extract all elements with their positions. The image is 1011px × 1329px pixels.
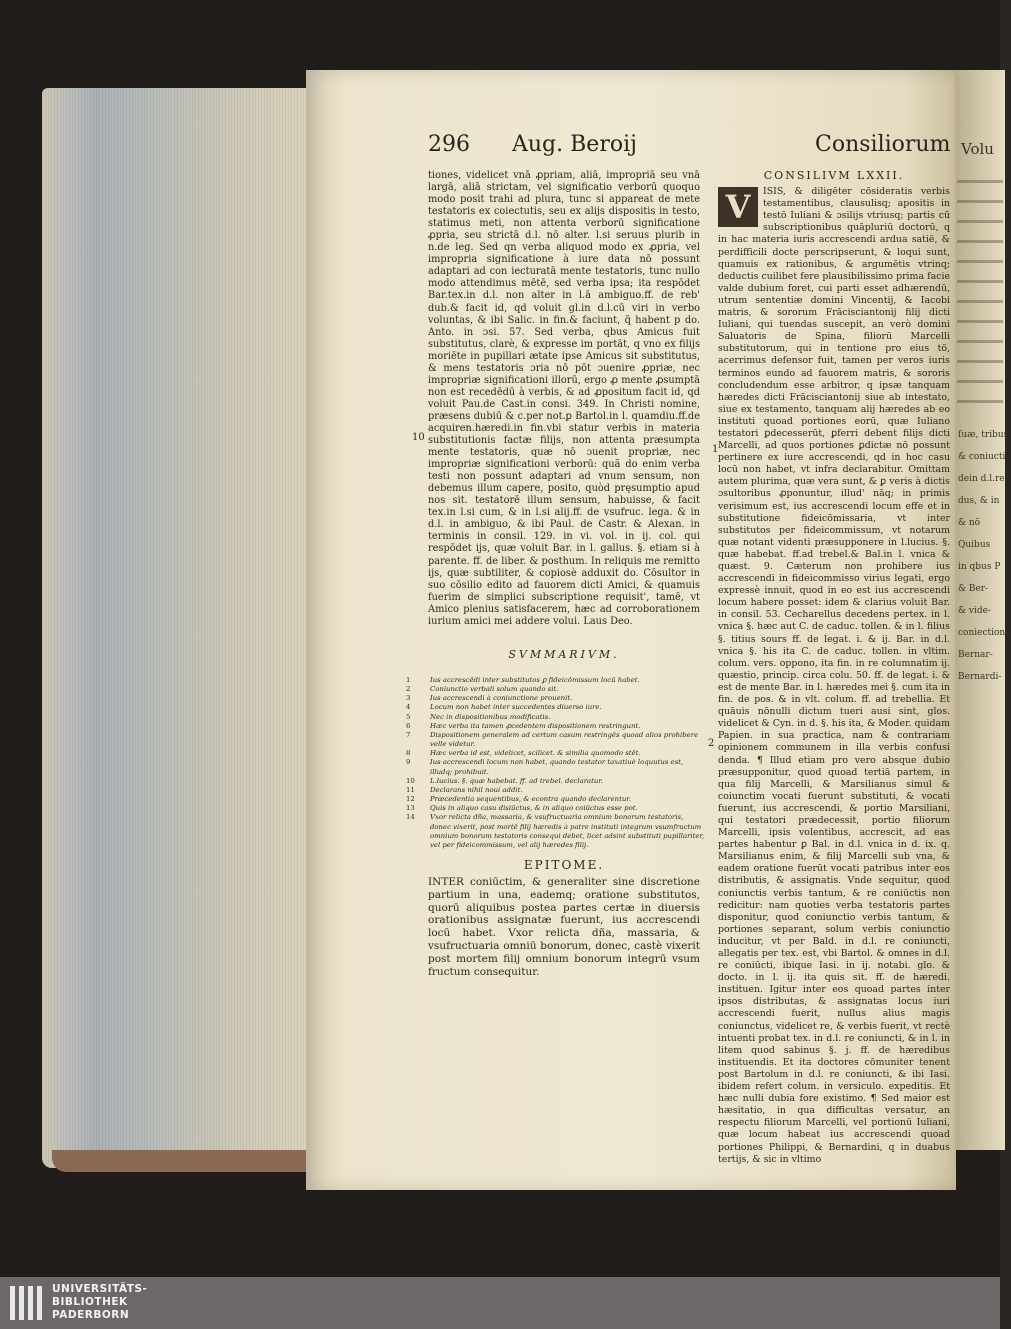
list-item: 11 Declarans nihil noui addit. [406, 785, 523, 794]
summary-list [406, 676, 706, 850]
list-item: 12 Præcedentia sequentibus, & econtra quando declarentur. [406, 795, 632, 804]
adjacent-page [955, 70, 1011, 1150]
library-logo-text: UNIVERSITÄTS- BIBLIOTHEK PADERBORN [52, 1283, 148, 1321]
page-number: 296 [428, 132, 470, 157]
adjacent-page-fragment: coniectione [958, 628, 1011, 638]
list-item: 1 Ius accrescēdi inter substitutos ꝑ fideicōmissum locū habet. [406, 676, 640, 684]
adjacent-page-fragment: Bernar- [958, 650, 993, 660]
margin-marker: 2 [708, 738, 715, 749]
library-logo-icon [10, 1286, 44, 1320]
summary-title: SVMMARIVM. [508, 648, 620, 661]
consilium-title: CONSILIVM LXXII. [763, 169, 905, 182]
adjacent-page-fragment: ſuæ, tribus [958, 430, 1009, 440]
running-title: Consiliorum [815, 132, 951, 157]
margin-marker: 1 [712, 444, 719, 455]
list-item: 3 Ius accrescendi à coniunctione prouenit. [406, 694, 573, 703]
list-item: 10 L.lucius. §. quæ habebat. ff. ad trebel. declaratur. [406, 776, 604, 785]
adjacent-page-fragment: Bernardi- [958, 672, 1002, 682]
epitome-text: INTER coniūctim, & generaliter sine discretione partium in una, eademq; oratione substitutos, quorū aliquibus postea partes certæ in diuersis orationibus assignatæ fuerunt, ius accrescendi locū habet. Vxor relicta dña, massaria, & vsufructuaria omniū bonorum, donec, castè vixerit post mortem filij omnium bonorum integrū vsum fructum consequitur. [428, 876, 700, 978]
margin-number: 10 [412, 432, 425, 443]
adjacent-page-fragment: in qbus P [958, 562, 1001, 572]
adjacent-page-fragment: & coniucti [958, 452, 1006, 462]
left-column [428, 170, 700, 628]
book-page-edges [42, 88, 312, 1168]
consilium-text: ISIS, & diligēter cōsideratis verbis testamentibus, clausulisq; apositis in testō Iuliani & ɔsilijs vtriusq; partis cū subscriptionibus quāpluriū doctorū, q in hac materia iuris accrescendi ardua satiē, & perdifficili docte perscripserunt, & loqui sunt, quamuis ex rationibus, & argumētis vtrinq; deductis cuilibet fere plausibilissimo prima facie valde dubium foret, cui parti esset adhærendū, utrum sententiæ domini Vincentij, & Iacobi matris, & sororum Frācisciantonij filij dicti Iuliani, qui tuendas suscepit, an verò domini Saluatoris de Spina, filiorū Marcelli substitutorum, qui in tentione pro eius tō, acerrimus defensor fuit, tamen per veros iuris terminos eundo ad fauorem matris, & sororis concludendum esse arbitror, q ipsæ tanquam hæredes dicti Frācisciantonij siue ab intestato, siue ex testamento, tanquam alij hæredes ab eo instituti quoad portiones eorū, quæ Iuliano testatori ꝑdecesserūt, ꝑferri debent filijs dicti Marcelli, ad quos portiones ꝑdictæ nō possunt pertinere ex iure accrescendi, qd in hoc casu locū non habet, vt infra declarabitur. Omittam autem plurima, quæ vera sunt, & ꝑ veris à dictis ɔsultoribus ꝓponuntur, illud' nāq; in primis verisimum est, ius accrescendi locum effe et in substitutione fideicōmissaria, vt inter substitutos per fideicommissum, vt notarum quæ notant videnti præsupponere in l.lucius. §. quæ habebat. ff.ad trebel.& Bal.in l. vnica & quæst. 9. Cæterum non prohibere ius accrescendi in fideicommisso virius legati, ergo expressè innuit, quod in eo est ius accrescendi locum habere posset: idem & clarius voluit Bar. in consil. 53. Cecharellus decedens pertex. in l. vnica §. hæc aut C. de caduc. tollen. & in l. filius §. titius sours ff. de legat. i. & ij. Bar. in d.l. vnica §. his ita C. de caduc. tollen. in vltim. colum. vers. oppono, ita fin. in re columnatim ij. quæstio, princip. circa colu. 50. ff. de legat. i. & est de mente Bar. in l. hæredes mei §. cum ita in fin. de pos. & in vlt. colum. ff. ad trebellia. Et quāuis nōnulli dictum tueri ausi sint, glos. videlicet & Cyn. in d. §. his ita, & Moder. quidam Papien. in sua practica, nam & contrariam opinionem communem in illa verbis confusi denda. ¶ Illud etiam pro vero absque dubio præsupponitur, quod quoad tertiā partem, in qua filij Marcelli, & Marsilianus simul & coiunctim vocati fuerunt substituti, & vocati fuerunt, ius accrescendi, & portio Marsiliani, qui testatori prædecessit, portio filiorum Marcelli, ipsis volentibus, accrescit, ad eas partes habentur ꝑ Bal. in d.l. vnica in d. ix. q. Marsilianus enim, & filij Marcelli sub vna, & eadem oratione fuerūt vocati patribus inter eos distributis, & assignatis. Vnde sequitur, quod coniunctis verbis tantum, & re coniūctis non redicitur: nam quoties verba testatoris partes disponitur, quod coniunctio verbis tantum, & portiones separant, solum verbis coniunctio inducitur, vt per Bald. in d.l. re coniuncti, allegatis per tex. est, vbi Bartol. & omnes in d.l. re coniūcti, ibique Iasi. in ij. notabi. glo. & docto. in l. ij. ita quis sit. ff. de hæredi. instituen. Igitur inter eos quoad partes inter ipsos distributas, & assignatas locus iuri accrescendi fuerit, nullus alius magis coniunctus, videlicet re, & verbis fuerit, vt rectè intuenti probat tex. in d.l. re coniuncti, & in l. in litem quod sabinus §. j. ff. de hæredibus instituendis. Et ita doctores cōmuniter tenent post Bartolum in d.l. re coniuncti, & ibi Iasi. ibidem refert colum. in versiculo. expeditis. Et hæc nulli dubia fore existimo. ¶ Sed maior est hæsitatio, in qua difficultas versatur, an respectu filiorum Marcelli, vel portionū Iuliani, quæ locum habeat ius accrescendi quoad portiones Philippi, & Bernardini, q in duabus tertijs, & sic in vltimo [718, 186, 950, 1165]
adjacent-page-fragment: dus, & in [958, 496, 1000, 506]
list-item: 2 Coniunctio verbali solum quando sit. [406, 685, 559, 694]
list-item: 7 Dispositionem generalem ad certum casum restringēs quoad alios prohibere velle videtur. [406, 730, 699, 749]
list-item: 13 Quis in aliquo casu disiūctus, & in aliquo coiūctus esse pot. [406, 804, 638, 813]
epitome-title: EPITOME. [523, 858, 605, 872]
list-item: 6 Hæc verba ita tamen ꝓcedentem dispositionem restringunt. [406, 721, 641, 730]
adjacent-page-fragment: & vide- [958, 606, 991, 616]
adjacent-page-fragment: & Ber- [958, 584, 989, 594]
consilium-body [718, 186, 950, 1166]
adjacent-page-fragment: dein d.l.re [958, 474, 1005, 484]
list-item: 5 Nec in dispositionibus modificatis. [406, 712, 551, 721]
decorated-initial: V [718, 187, 758, 227]
list-item: 9 Ius accrescendi locum non habet, quando testator taxatiuè loquutus est, illudq; prohibuit. [406, 758, 684, 776]
running-author: Aug. Beroij [512, 132, 637, 157]
list-item: 14 Vxor relicta dña, massaria, & vsufructuaria omnium bonorum testatoris, donec vixerit, post mortē filij hæredis à patre instituti integrum vsumfructum omnium bonorum testatoris consequi debet, licet adsint substituti pupillariter, vel per fideicommissum, vel alij hæredes filij. [406, 813, 705, 849]
list-item: 8 Hæc verba id est, videlicet, scilicet. & similia quomodo stēt. [406, 749, 641, 758]
right-column [718, 170, 950, 1166]
adjacent-page-fragment: & nō [958, 518, 981, 528]
list-item: 4 Locum non habet inter succedentes diuerso iure. [406, 703, 602, 712]
adjacent-page-fragment: Quibus [958, 540, 991, 550]
adjacent-page-title: Volu [961, 140, 994, 158]
footer-bar [0, 1277, 1000, 1329]
left-column-text: tiones, videlicet vnā ꝓpriam, aliā, impropriā seu vnā largā, aliā strictam, vel significatio verborū quoquo modo posit trahi ad plura, tunc si appareat de mete testatoris ex coiectutis, seu ex alijs dispositis in testo, statimus meti, non attenta verborū significatione ꝓpria, seu strictā d.l. nō alter. l.si seruus plurib in n.de leg. Sed qn verba aliquod modo ex ꝓpria, vel impropria significatione à iure data nō possunt adaptari ad con iecturatā mente testatoris, tunc nullo modo attendimus mētē, sed verba ipsa; ita respōdet Bar.tex.in d.l. non alter in l.ā ambiguo.ff. de reb' dub.& facit id, qd voluit gl.in d.l.cū viri in verbo voluntas, & ibi Salic. in fin.& faciunt, q̄ habent p do. Anto. in ɔsi. 57. Sed verba, qbus Amicus fuit substitutus, clarè, & expresse im portāt, q vno ex filijs moriēte in pupillari ætate ipse Amicus sit substitutus, & mens testatoris ɔria nō pōt ɔuenire ꝓpriæ, nec impropriæ significationi illorū, ergo ꝓ mente ꝓsumptā non est recedēdū à verbis, & ad ꝓpositum facit id, qd voluit Pau.de Cast.in consi. 349. In Christi nomine, præsens dubiū & c.per not.ꝑ Bartol.in l. quamdiu.ff.de acquiren.hæredi.in fin.vbi statur verbis in materia substitutionis factæ filijs, non attenta præsumpta mente testatoris, quæ nō ɔuenit propriæ, nec impropriæ significationi verborū: quã do enim verba testi non possunt adaptari ad vnum sensum, non debemus illum capere, posito, quòd pręsumptio apud nos sit. testatorē illum sensum, habuisse, & facit tex.in l.si cum, & in l.si alij.ff. de vsufruc. lega. & in d.l. in ambiguo, & ibi Paul. de Castr. & Alexan. in terminis in consil. 129. in vi. vol. in ij. col. qui respōdet ijs, quæ voluit Bar. in l. gallus. §. etiam si à parente. ff. de liber. & posthum. In reliquis me remitto ijs, quæ subtiliter, & copiosè adduxit do. Cōsultor in suo cōsilio edito ad fauorem dicti Amici, & quamuis fuerim de simplici subscriptione requisit', tamē, vt Amico plenius satisfacerem, hæc ad corroborationem iurium amici mei addere volui. Laus Deo. [428, 170, 700, 627]
